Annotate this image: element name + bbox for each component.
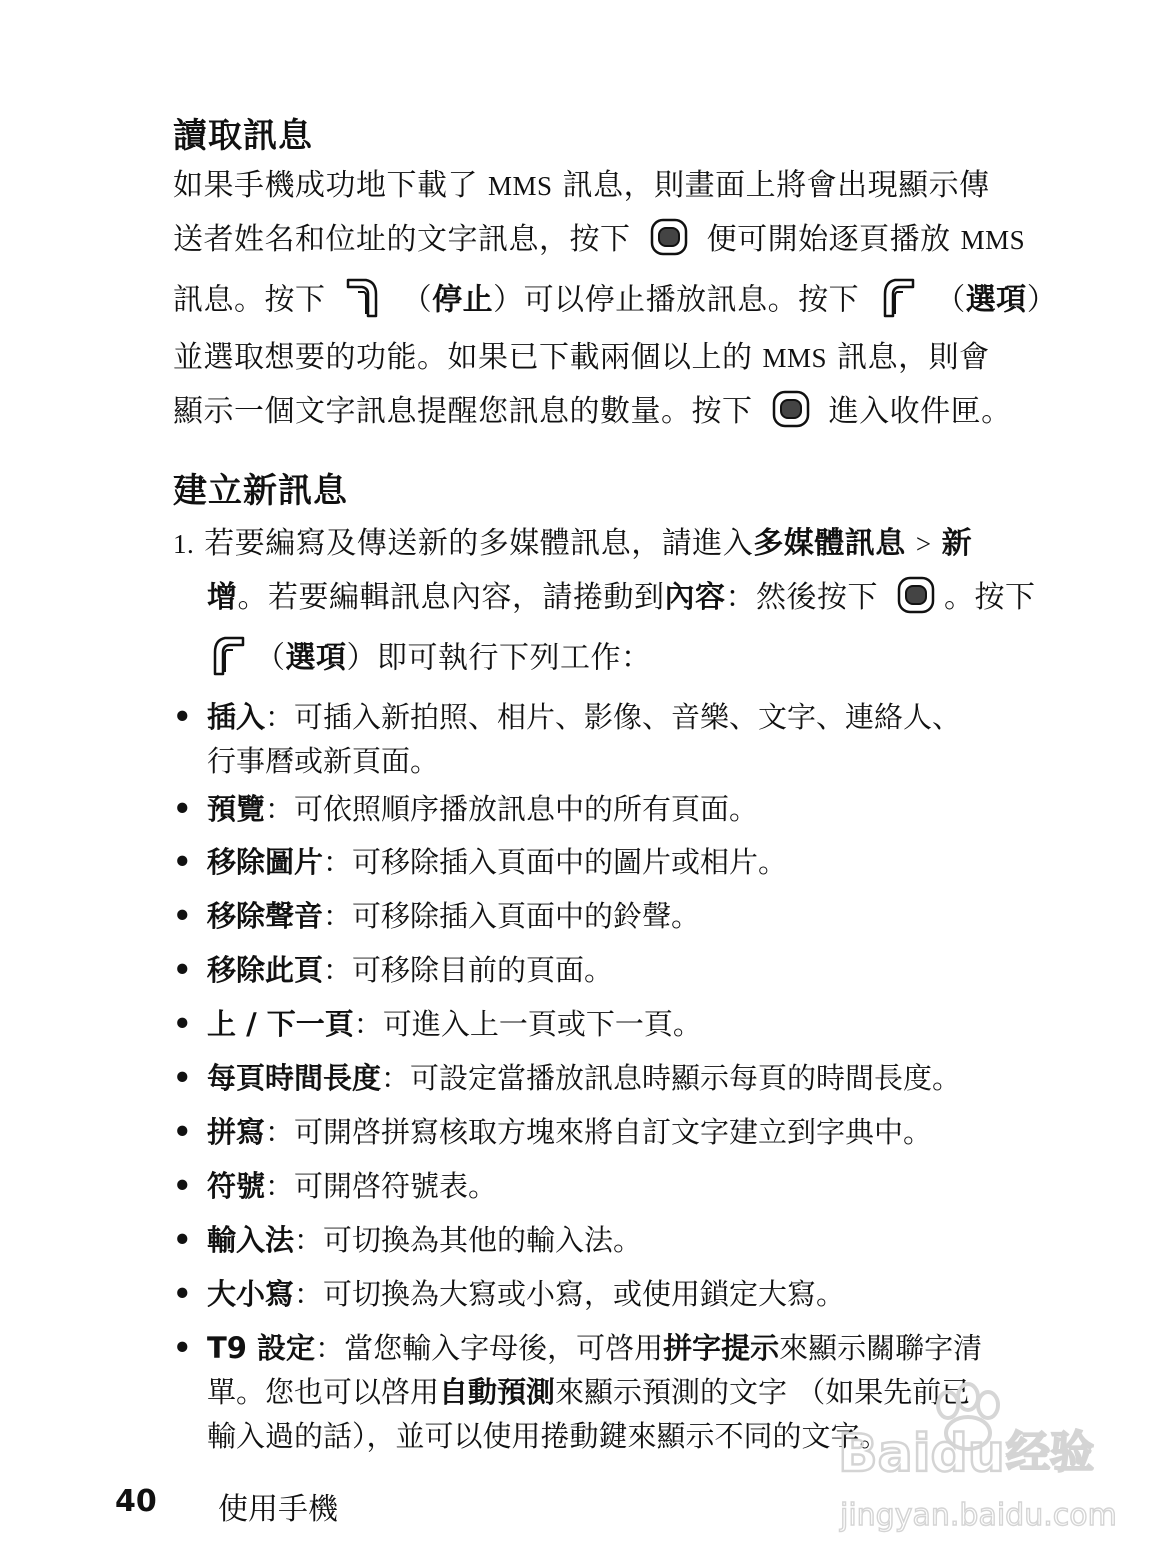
text-span: ：	[323, 899, 353, 933]
text-span: 並選取想要的功能。如果已下載兩個以上的	[173, 340, 753, 375]
bullet-dot: •	[173, 792, 192, 826]
bullet-dot: •	[173, 1277, 192, 1311]
bullet-description: 可切換為其他的輸入法。	[323, 1223, 643, 1257]
menu-separator: >	[915, 529, 932, 559]
section-heading-create-message: 建立新訊息	[173, 471, 348, 511]
bullet-description: 可移除目前的頁面。	[352, 953, 614, 987]
bullet-term: 輸入法	[207, 1223, 295, 1257]
text-span: 便可開始逐頁播放	[706, 222, 951, 257]
bullet-term: 插入	[207, 700, 266, 734]
options-label: 選項	[285, 640, 347, 676]
section-name: 使用手機	[218, 1492, 338, 1527]
paragraph-line	[173, 332, 990, 376]
bullet-term: 符號	[207, 1169, 266, 1203]
left-soft-key-icon	[877, 274, 917, 328]
bullet-description: 可移除插入頁面中的圖片或相片。	[352, 845, 788, 879]
text-span: 訊息，則畫面上將會出現顯示傳	[562, 168, 990, 203]
bullet-description: 可進入上一頁或下一頁。	[382, 1007, 702, 1041]
text-span: （	[255, 640, 286, 676]
step-line	[207, 572, 1036, 623]
paragraph-line	[173, 214, 1025, 265]
bullet-dot: •	[173, 1007, 192, 1041]
text-span: ：	[323, 845, 353, 879]
stop-label: 停止	[432, 282, 494, 318]
text-span: 顯示一個文字訊息提醒您訊息的數量。按下	[173, 394, 753, 429]
text-span: 然後按下	[756, 580, 878, 615]
text-span: ）即可執行下列工作：	[346, 640, 652, 676]
bullet-dot: •	[173, 953, 192, 987]
text-span: 訊息。按下	[173, 282, 326, 318]
bullet-dot: •	[173, 700, 192, 734]
bullet-description: 可移除插入頁面中的鈴聲。	[352, 899, 701, 933]
text-span: ：	[381, 1061, 411, 1095]
bullet-dot: •	[173, 899, 192, 933]
section-heading-read-message: 讀取訊息	[173, 116, 313, 156]
right-soft-key-icon	[344, 274, 384, 328]
bullet-description: 可切換為大寫或小寫，或使用鎖定大寫。	[323, 1277, 846, 1311]
text-span: ：	[265, 1169, 295, 1203]
bullet-term: 上 / 下一頁	[207, 1007, 354, 1041]
word-hint-label: 拼字提示	[663, 1331, 780, 1365]
text-span: ）可以停止播放訊息。按下	[493, 282, 860, 318]
baidu-watermark	[830, 1375, 1130, 1545]
bullet-description: 行事曆或新頁面。	[207, 744, 440, 778]
page-number: 40	[115, 1484, 157, 1519]
bullet-description: 可開啓拼寫核取方塊來將自訂文字建立到字典中。	[294, 1115, 933, 1149]
bullet-term: 每頁時間長度	[207, 1061, 382, 1095]
watermark-brand: Baidu	[838, 1424, 1005, 1484]
center-key-icon	[771, 389, 811, 437]
watermark-url: jingyan.baidu.com	[840, 1498, 1117, 1533]
mms-term: MMS	[488, 171, 553, 201]
bullet-term: 移除圖片	[207, 845, 324, 879]
mms-term: MMS	[960, 225, 1026, 255]
bullet-dot: •	[173, 1331, 192, 1365]
text-span: ：	[725, 580, 756, 615]
step-line	[173, 518, 972, 562]
bullet-description: 當您輸入字母後，可啓用	[344, 1331, 664, 1365]
content-label: 內容	[664, 580, 726, 615]
bullet-term: 拼寫	[207, 1115, 266, 1149]
center-key-icon	[896, 575, 936, 623]
text-span: 。若要編輯訊息內容，請捲動到	[237, 580, 665, 615]
bullet-description: 單。您也可以啓用	[207, 1375, 440, 1409]
center-key-icon	[649, 217, 689, 265]
text-span: 如果手機成功地下載了	[173, 168, 478, 203]
bullet-dot: •	[173, 845, 192, 879]
step-number: 1.	[173, 529, 195, 559]
text-span: （	[935, 282, 966, 318]
text-span: 訊息，則會	[837, 340, 990, 375]
menu-path-multimedia: 多媒體訊息	[753, 526, 906, 561]
text-span: ）	[1026, 282, 1058, 318]
step-line	[207, 632, 652, 686]
paragraph-line	[173, 274, 1057, 328]
bullet-term: 移除此頁	[207, 953, 324, 987]
bullet-description: 可插入新拍照、相片、影像、音樂、文字、連絡人、	[294, 700, 962, 734]
bullet-description: 來顯示預測的文字 （如果先前已	[555, 1375, 971, 1409]
bullet-dot: •	[173, 1061, 192, 1095]
options-label: 選項	[965, 282, 1027, 318]
text-span: ：	[323, 953, 353, 987]
bullet-description: 可依照順序播放訊息中的所有頁面。	[294, 792, 759, 826]
menu-path-new: 增	[207, 580, 238, 615]
bullet-description: 來顯示關聯字清	[779, 1331, 983, 1365]
text-span: ：	[353, 1007, 383, 1041]
watermark-brand-cn: 经验	[1006, 1427, 1094, 1478]
auto-predict-label: 自動預測	[439, 1375, 556, 1409]
mms-term: MMS	[762, 343, 828, 373]
bullet-description: 可開啓符號表。	[294, 1169, 498, 1203]
bullet-dot: •	[173, 1169, 192, 1203]
menu-path-new: 新	[941, 526, 973, 561]
text-span: 若要編寫及傳送新的多媒體訊息，請進入	[204, 526, 754, 561]
left-soft-key-icon	[207, 632, 247, 686]
paragraph-line	[173, 386, 1012, 437]
bullet-term: 預覽	[207, 792, 266, 826]
paragraph-line	[173, 160, 990, 204]
text-span: ：	[265, 1115, 295, 1149]
bullet-dot: •	[173, 1115, 192, 1149]
text-span: ：	[265, 700, 295, 734]
text-span: 。按下	[944, 580, 1036, 615]
text-span: ：	[294, 1277, 324, 1311]
text-span: ：	[315, 1331, 345, 1365]
bullet-dot: •	[173, 1223, 192, 1257]
text-span: ：	[294, 1223, 324, 1257]
bullet-term: 移除聲音	[207, 899, 324, 933]
text-span: 送者姓名和位址的文字訊息，按下	[173, 222, 631, 257]
bullet-term: T9 設定	[207, 1331, 316, 1365]
text-span: ：	[265, 792, 295, 826]
bullet-description: 可設定當播放訊息時顯示每頁的時間長度。	[410, 1061, 962, 1095]
text-span: （	[401, 282, 433, 318]
text-span: 進入收件匣。	[828, 394, 1012, 429]
bullet-term: 大小寫	[207, 1277, 295, 1311]
bullet-description: 輸入過的話），並可以使用捲動鍵來顯示不同的文字。	[207, 1419, 889, 1453]
